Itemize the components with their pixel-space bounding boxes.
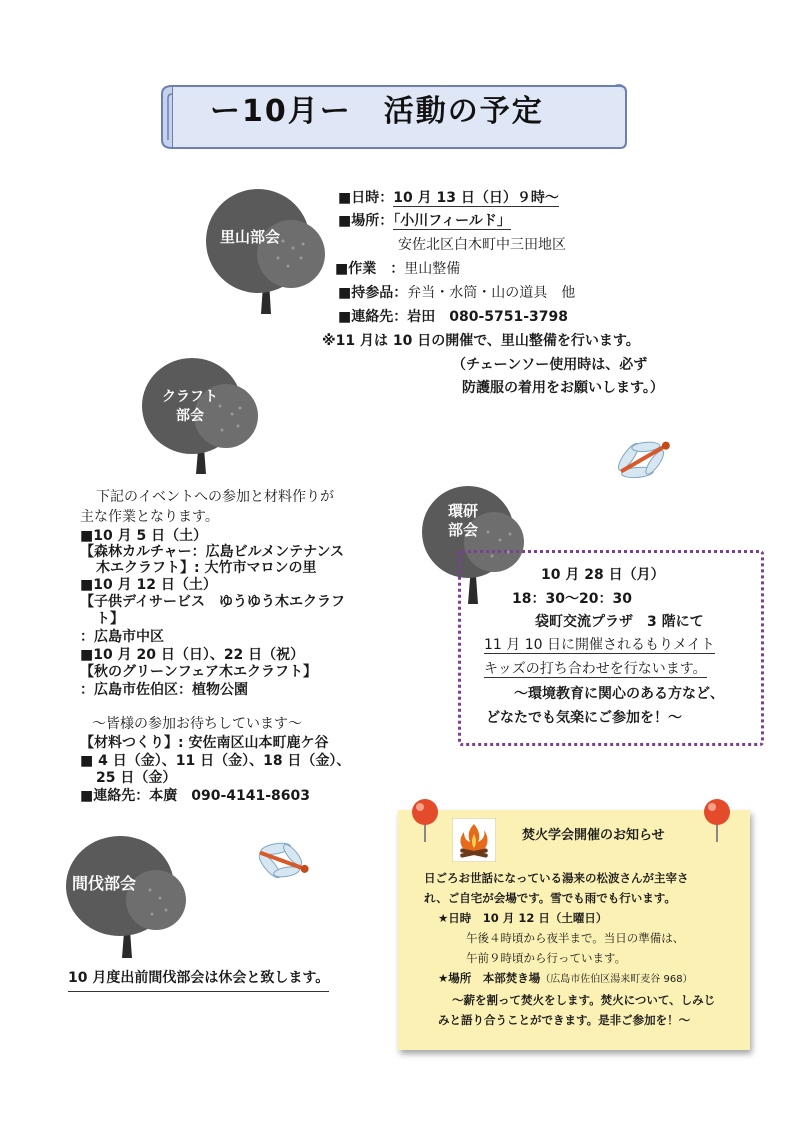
kanken-label-line2: 部会 [448,521,479,539]
kanken-appeal: ～環境教育に関心のある方など、 [514,686,724,702]
bonfire-title: 焚火学会開催のお知らせ [522,828,665,843]
kanken-desc [484,635,715,655]
satoyama-date-label: ■日時： [338,190,394,206]
craft-event1-date: ■10 月 5 日（土） [80,528,208,544]
craft-event1-name: 【森林カルチャー：広島ビルメンテナンス [80,544,345,560]
satoyama-note-3: 防護服の着用をお願いします。） [462,380,664,396]
kanken-date: 10 月 28 日（月） [541,567,665,583]
craft-wait: ～皆様の参加お待ちしています～ [92,716,302,732]
page-title: ー10月ー 活動の予定 [210,94,544,129]
bonfire-date-detail-2: 午前９時頃から行っています。 [466,951,627,965]
satoyama-work-label: ■作業 ： [335,261,405,277]
bonfire-place: ★場所 本部焚き場 [438,971,541,985]
satoyama-note: ※11 月は 10 日の開催で、里山整備を行います。 [322,333,640,349]
satoyama-date: 10 月 13 日（日）９時～ [393,190,559,206]
craft-label-line2: 部会 [176,408,204,424]
pin-icon [408,796,442,846]
craft-material: 【材料つくり】: 安佐南区山本町鹿ケ谷 [80,735,329,751]
craft-label [162,388,218,426]
craft-event3-date: ■10 月 20 日（日）、22 日（祝） [80,647,305,663]
craft-event2-place: ：広島市中区 [80,629,164,645]
dragonfly-icon [608,430,678,490]
craft-event3-place: ：広島市佐伯区：植物公園 [80,682,248,698]
kanken-label [448,502,478,540]
satoyama-note-2: （チェーンソー使用時は、必ず [452,357,648,373]
satoyama-place-label: ■場所： [338,213,394,229]
bonfire-place-detail: （広島市佐伯区湯来町麦谷 968） [540,974,693,985]
pin-icon [700,796,734,846]
bonfire-date-detail: 午後４時頃から夜半まで。当日の準備は、 [466,931,685,945]
kanken-place: 袋町交流プラザ 3 階にて [535,614,704,630]
bonfire-intro-2: れ、ご自宅が会場です。雪でも雨でも行います。 [424,891,676,905]
kanken-appeal-2: どなたでも気楽にご参加を！～ [486,710,682,726]
tree-icon [60,834,190,964]
craft-event1-name-2: 木エクラフト】: 大竹市マロンの里 [96,560,317,576]
bonfire-appeal: ～薪を割って焚火をします。焚火について、しみじ [452,993,716,1007]
bonfire-appeal-2: みと語り合うことができます。是非ご参加を！～ [438,1013,691,1027]
craft-event3-name: 【秋のグリーンフェア木エクラフト】 [80,664,318,680]
craft-label-line1: クラフト [162,389,218,405]
satoyama-items: 弁当・水筒・山の道具 他 [407,285,576,301]
kanken-desc-1: 11 月 10 日に開催されるもりメイト [484,637,715,653]
craft-material-2: ■ 4 日（金）、11 日（金）、18 日（金）、 [80,753,351,769]
satoyama-place-detail: 安佐北区白木町中三田地区 [398,237,566,253]
tree-icon [203,186,333,316]
craft-event2-name-2: ト】 [96,611,124,627]
craft-intro-1: 下記のイベントへの参加と材料作りが [96,489,334,505]
craft-event2-name: 【子供デイサービス ゆうゆう木エクラフ [80,594,346,610]
dragonfly-icon [250,828,316,894]
satoyama-work: 里山整備 [404,261,461,277]
kanbatsu-label: 間伐部会 [72,874,137,893]
craft-material-3: 25 日（金） [96,770,177,786]
kanken-label-line1: 環研 [448,502,479,520]
satoyama-contact: ■連絡先：岩田 080-5751-3798 [338,309,569,325]
craft-event2-date: ■10 月 12 日（土） [80,577,217,593]
bonfire-date: ★日時 10 月 12 日（土曜日） [438,911,608,925]
kanken-desc-2-text: キッズの打ち合わせを行ないます。 [484,661,707,677]
satoyama-place: 「小川フィールド」 [393,213,511,229]
bonfire-intro: 日ごろお世話になっている湯来の松波さんが主宰さ [424,871,689,885]
kanbatsu-notice: 10 月度出前間伐部会は休会と致します。 [68,968,329,992]
campfire-icon [452,818,496,862]
kanken-time: 18：30～20：30 [512,591,632,607]
satoyama-items-label: ■持参品： [338,285,408,301]
craft-contact: ■連絡先：本廣 090-4141-8603 [80,788,311,804]
satoyama-label: 里山部会 [220,228,281,246]
kanken-desc-2 [484,659,707,679]
craft-intro-2: 主な作業となります。 [80,509,219,525]
